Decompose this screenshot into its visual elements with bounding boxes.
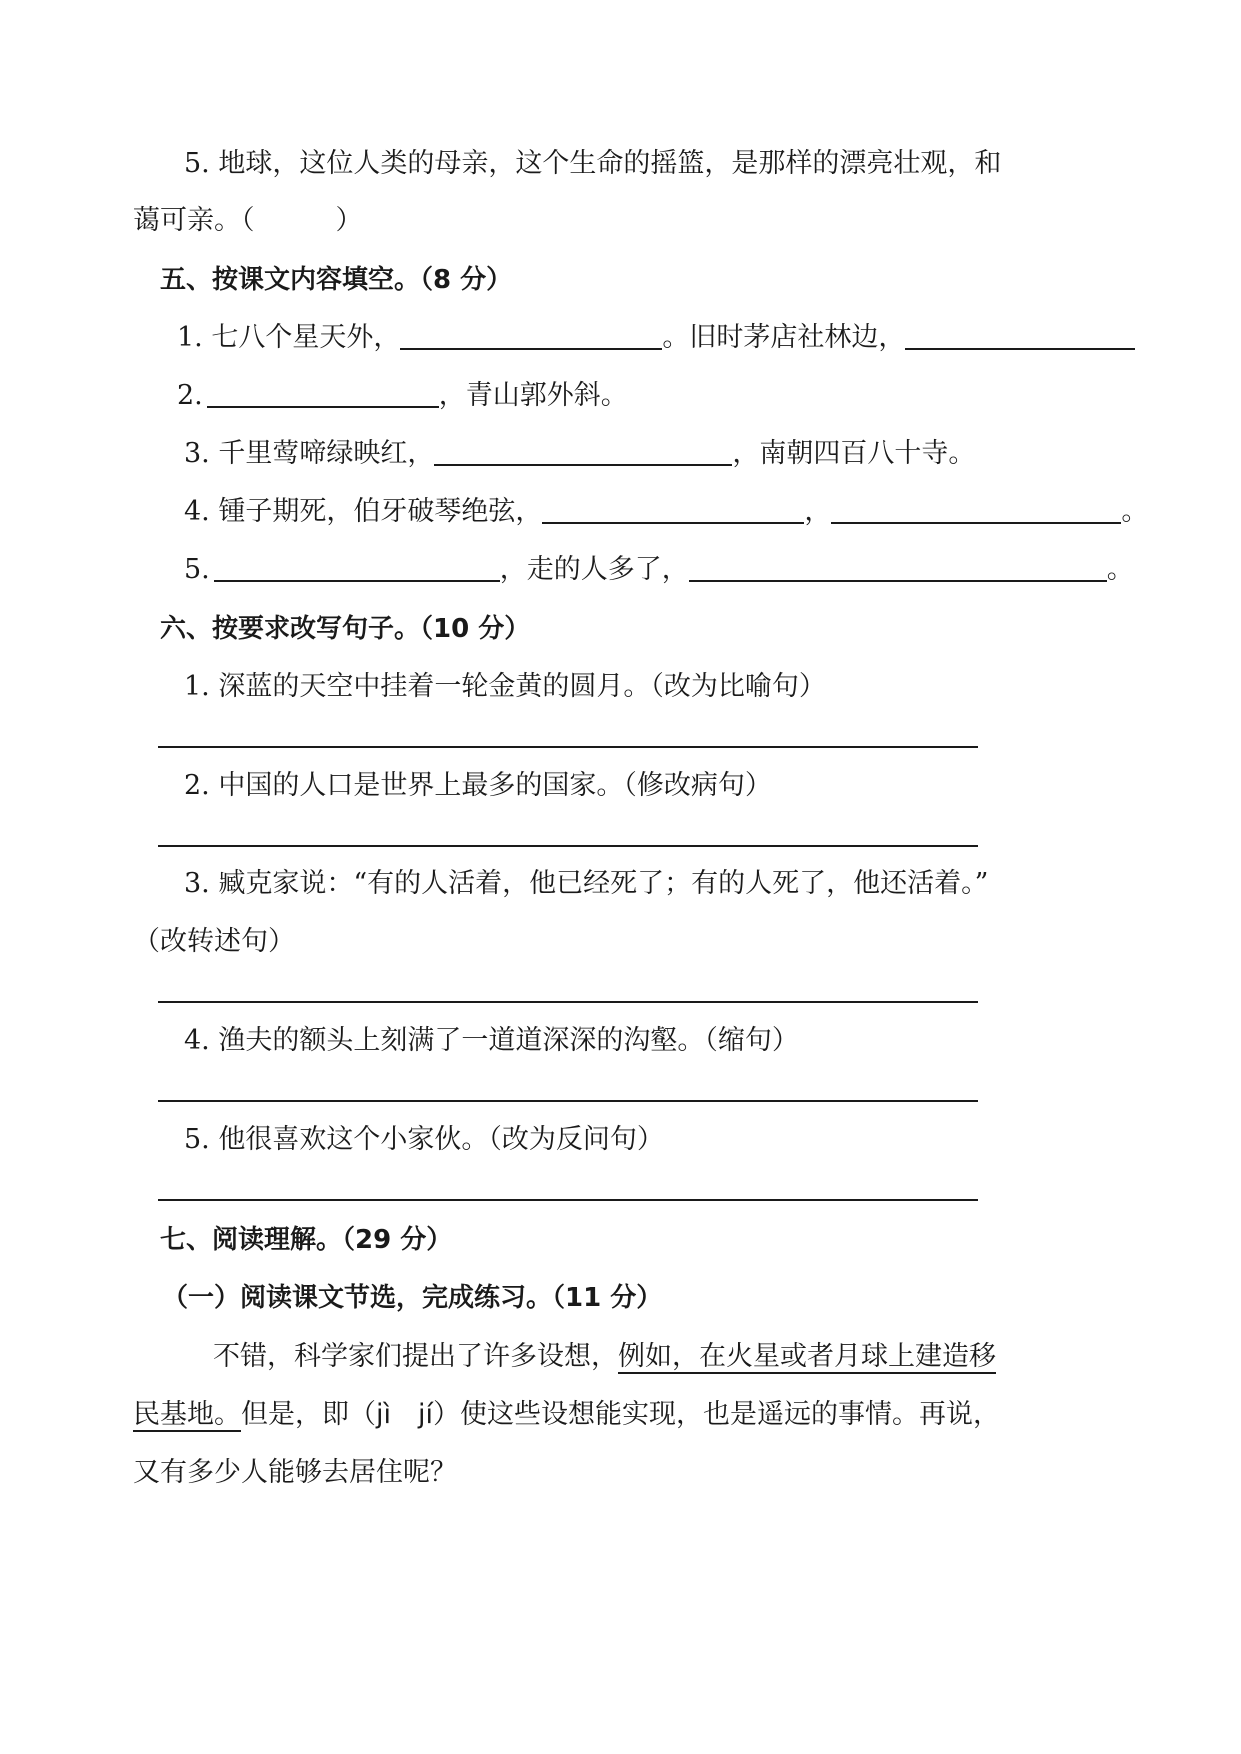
passage-line1 xyxy=(213,1339,996,1375)
s6-q5-answer-line[interactable] xyxy=(158,1199,978,1201)
s5-q1-blank-1[interactable] xyxy=(400,322,662,350)
s5-q4 xyxy=(184,494,1148,530)
s5-q3 xyxy=(184,436,975,472)
s5-q5 xyxy=(184,552,1134,588)
s5-q4-text-c: 。 xyxy=(1121,496,1149,527)
s5-q5-blank-2[interactable] xyxy=(689,554,1107,582)
s5-q3-text-b: ，南朝四百八十寺。 xyxy=(732,438,976,469)
s5-q4-text-b: ， xyxy=(804,496,832,527)
s5-q2-blank-1[interactable] xyxy=(207,380,439,408)
s6-q1: 1. 深蓝的天空中挂着一轮金黄的圆月。（改为比喻句） xyxy=(184,671,826,702)
section6-heading: 六、按要求改写句子。（10 分） xyxy=(160,614,531,644)
s5-q3-blank-1[interactable] xyxy=(434,438,732,466)
s5-q3-text-a: 3. 千里莺啼绿映红， xyxy=(184,438,435,469)
s6-q1-answer-line[interactable] xyxy=(158,746,978,748)
s6-q2-answer-line[interactable] xyxy=(158,845,978,847)
passage-underlined-2: 民基地。 xyxy=(133,1399,241,1430)
s6-q3-line2: （改转述句） xyxy=(133,926,295,957)
s5-q2 xyxy=(177,378,628,414)
passage-line3: 又有多少人能够去居住呢？ xyxy=(133,1457,457,1488)
s6-q5: 5. 他很喜欢这个小家伙。（改为反问句） xyxy=(184,1124,664,1155)
s5-q5-text-a: 5. xyxy=(184,554,210,585)
s5-q1 xyxy=(177,320,1135,356)
passage-line2 xyxy=(133,1397,1000,1433)
s6-q3-answer-line[interactable] xyxy=(158,1001,978,1003)
s6-q2: 2. 中国的人口是世界上最多的国家。（修改病句） xyxy=(184,770,772,801)
passage-line2-b: 但是，即（jì jí）使这些设想能实现，也是遥远的事情。再说， xyxy=(241,1399,1001,1430)
s6-q3-line1: 3. 臧克家说：“有的人活着，他已经死了；有的人死了，他还活着。” xyxy=(184,868,989,899)
s5-q5-text-b: ，走的人多了， xyxy=(499,554,689,585)
s5-q2-text-b: ，青山郭外斜。 xyxy=(438,380,628,411)
section7-sub1-heading: （一）阅读课文节选，完成练习。（11 分） xyxy=(162,1283,663,1313)
s5-q1-text-a: 1. 七八个星天外， xyxy=(177,322,401,353)
section7-heading: 七、阅读理解。（29 分） xyxy=(160,1225,453,1255)
s6-q4-answer-line[interactable] xyxy=(158,1100,978,1102)
passage-underlined-1: 例如，在火星或者月球上建造移 xyxy=(618,1341,996,1372)
item5-line2: 蔼可亲。（ ） xyxy=(133,205,363,236)
passage-line1-a: 不错，科学家们提出了许多设想， xyxy=(213,1341,618,1372)
s5-q1-text-b: 。旧时茅店社林边， xyxy=(662,322,906,353)
s5-q4-text-a: 4. 锺子期死，伯牙破琴绝弦， xyxy=(184,496,543,527)
s5-q4-blank-2[interactable] xyxy=(831,496,1121,524)
section5-heading: 五、按课文内容填空。（8 分） xyxy=(160,265,513,295)
item5-line1: 5. 地球，这位人类的母亲，这个生命的摇篮，是那样的漂亮壮观，和 xyxy=(184,148,1002,179)
s5-q1-blank-2[interactable] xyxy=(905,322,1135,350)
s6-q4: 4. 渔夫的额头上刻满了一道道深深的沟壑。（缩句） xyxy=(184,1025,799,1056)
s5-q2-text-a: 2. xyxy=(177,380,203,411)
s5-q5-blank-1[interactable] xyxy=(214,554,500,582)
s5-q5-text-c: 。 xyxy=(1106,554,1134,585)
s5-q4-blank-1[interactable] xyxy=(542,496,804,524)
